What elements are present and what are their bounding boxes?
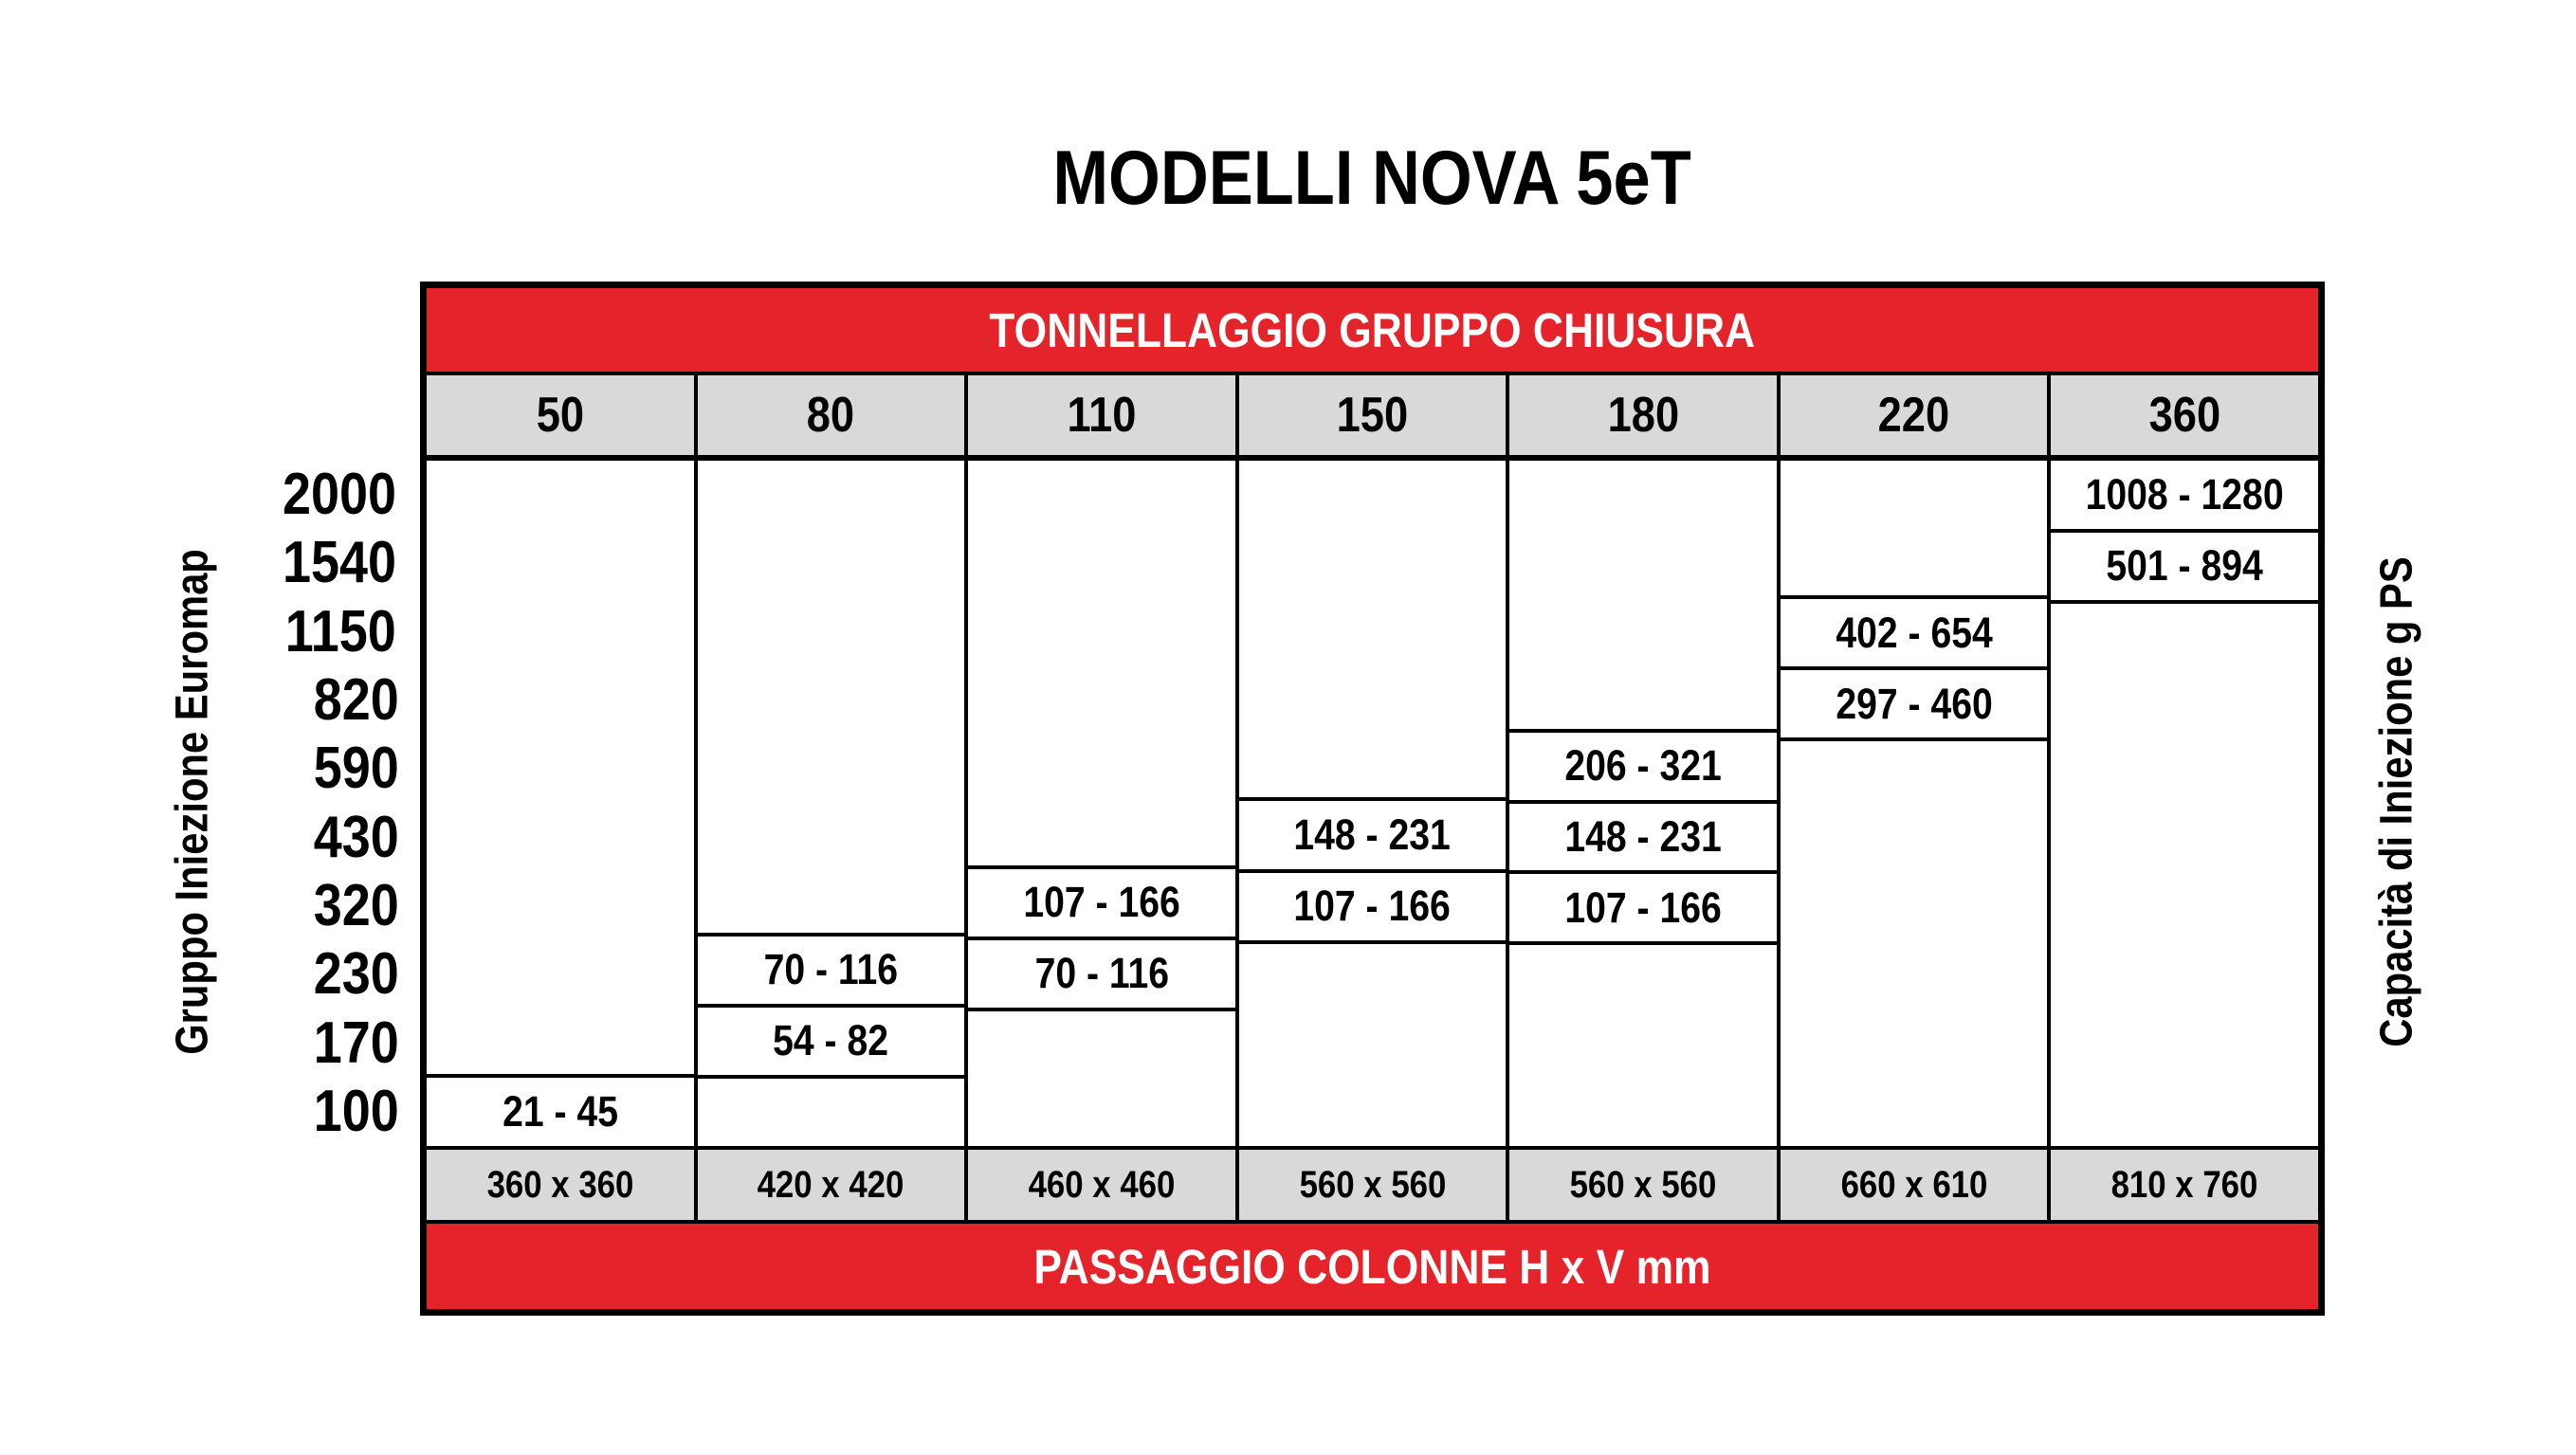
matrix-cell	[1509, 1012, 1777, 1080]
matrix-cell	[1509, 800, 1777, 871]
matrix-cell	[427, 597, 694, 665]
matrix-cell	[1509, 945, 1777, 1012]
matrix-cell	[698, 663, 965, 730]
matrix-cell	[698, 865, 965, 933]
matrix-cell	[698, 1004, 965, 1079]
matrix-cell	[1781, 595, 2048, 666]
passaggio-cell-value: 420 x 420	[757, 1163, 904, 1206]
row-label-text: 820	[313, 667, 399, 734]
passaggio-row	[427, 1146, 2318, 1224]
matrix-cell	[698, 797, 965, 864]
row-label	[0, 529, 405, 597]
matrix-cell	[1781, 1079, 2048, 1146]
table-body	[427, 461, 2318, 1146]
passaggio-cell	[968, 1150, 1239, 1220]
matrix-cell-value: 54 - 82	[773, 1016, 889, 1065]
column-header	[1239, 375, 1510, 455]
matrix-cell	[1239, 797, 1507, 868]
matrix-cell	[1509, 729, 1777, 800]
spec-table	[420, 282, 2325, 1316]
matrix-cell	[2051, 672, 2318, 740]
column-header	[1509, 375, 1781, 455]
matrix-cell	[427, 1006, 694, 1074]
bottom-band	[427, 1224, 2318, 1309]
bottom-band-text: PASSAGGIO COLONNE H x V mm	[1033, 1239, 1711, 1294]
column-header	[2051, 375, 2318, 455]
matrix-cell	[2051, 1079, 2318, 1147]
matrix-cell-value: 107 - 166	[1564, 882, 1722, 932]
passaggio-cell	[1509, 1150, 1781, 1220]
matrix-cell-value: 297 - 460	[1835, 679, 1993, 728]
row-label-text: 1150	[285, 598, 397, 664]
passaggio-cell	[698, 1150, 969, 1220]
row-label-text: 590	[313, 736, 399, 802]
matrix-cell	[1781, 944, 2048, 1011]
matrix-cell	[968, 595, 1235, 663]
matrix-cell	[1239, 461, 1507, 528]
page-title	[420, 135, 2325, 223]
matrix-cell-value: 1008 - 1280	[2085, 469, 2284, 518]
matrix-cell	[427, 1074, 694, 1146]
matrix-cell	[2051, 529, 2318, 605]
row-label-text: 1540	[283, 530, 397, 596]
table-column	[2051, 461, 2318, 1146]
matrix-cell	[968, 730, 1235, 797]
matrix-cell	[2051, 604, 2318, 672]
row-label-text: 430	[313, 804, 399, 870]
passaggio-cell	[2051, 1150, 2318, 1220]
row-label	[0, 735, 405, 803]
top-band-text: TONNELLAGGIO GRUPPO CHIUSURA	[989, 302, 1756, 357]
column-header	[698, 375, 969, 455]
matrix-cell	[968, 461, 1235, 528]
matrix-cell-value: 21 - 45	[502, 1087, 618, 1137]
matrix-cell	[1509, 528, 1777, 595]
matrix-cell	[698, 1079, 965, 1146]
matrix-cell-value: 501 - 894	[2106, 541, 2263, 591]
row-label	[0, 461, 405, 529]
matrix-cell	[698, 595, 965, 663]
column-header-label: 110	[1067, 388, 1137, 443]
passaggio-cell	[1239, 1150, 1510, 1220]
matrix-cell	[427, 529, 694, 597]
column-header	[427, 375, 698, 455]
column-header	[968, 375, 1239, 455]
row-label	[0, 1078, 405, 1146]
top-band	[427, 288, 2318, 375]
row-label-text: 320	[313, 872, 399, 938]
matrix-cell-value: 107 - 166	[1293, 882, 1452, 931]
table-column	[698, 461, 969, 1146]
column-header-label: 80	[807, 388, 855, 443]
matrix-cell	[1781, 809, 2048, 876]
matrix-cell	[2051, 739, 2318, 808]
column-header-label: 50	[536, 388, 584, 443]
matrix-cell-value: 107 - 166	[1023, 878, 1180, 927]
matrix-cell	[698, 528, 965, 595]
matrix-cell	[1509, 594, 1777, 662]
column-header-label: 360	[2148, 388, 2221, 443]
table-column	[1781, 461, 2052, 1146]
matrix-cell	[1239, 944, 1507, 1011]
matrix-cell	[1509, 461, 1777, 528]
table-column	[1239, 461, 1510, 1146]
matrix-cell	[698, 933, 965, 1004]
matrix-cell	[427, 937, 694, 1006]
matrix-cell	[1239, 1079, 1507, 1146]
passaggio-cell-value: 810 x 760	[2110, 1163, 2258, 1206]
passaggio-cell-value: 360 x 360	[486, 1163, 634, 1206]
row-label	[0, 803, 405, 871]
matrix-cell	[1781, 877, 2048, 944]
passaggio-cell	[1781, 1150, 2052, 1220]
matrix-cell	[1239, 663, 1507, 730]
table-column	[968, 461, 1239, 1146]
passaggio-cell-value: 460 x 460	[1028, 1163, 1176, 1206]
matrix-cell	[698, 730, 965, 797]
row-label	[0, 666, 405, 735]
matrix-cell	[1239, 595, 1507, 663]
matrix-cell	[1781, 461, 2048, 528]
matrix-cell	[1509, 662, 1777, 729]
row-label-text: 230	[313, 941, 399, 1008]
matrix-cell	[2051, 461, 2318, 529]
row-label	[0, 1009, 405, 1077]
matrix-cell	[698, 461, 965, 528]
row-label-text: 2000	[283, 462, 397, 528]
row-label	[0, 598, 405, 666]
matrix-cell-value: 402 - 654	[1835, 608, 1993, 657]
matrix-cell	[1239, 528, 1507, 595]
matrix-cell	[427, 869, 694, 937]
matrix-cell	[1781, 528, 2048, 595]
row-label-text: 170	[313, 1009, 399, 1076]
matrix-cell	[1239, 1011, 1507, 1079]
row-label-text: 100	[313, 1078, 399, 1144]
passaggio-cell-value: 660 x 610	[1840, 1163, 1988, 1206]
matrix-cell	[427, 802, 694, 870]
row-label	[0, 872, 405, 940]
matrix-cell	[1781, 666, 2048, 741]
matrix-cell	[968, 1079, 1235, 1146]
row-labels	[0, 461, 405, 1146]
column-header-label: 220	[1877, 388, 1950, 443]
matrix-cell	[427, 734, 694, 802]
matrix-cell	[1509, 1079, 1777, 1146]
column-header-label: 180	[1607, 388, 1679, 443]
matrix-cell-value: 206 - 321	[1564, 741, 1722, 791]
matrix-cell	[1781, 741, 2048, 809]
matrix-cell	[968, 1011, 1235, 1079]
left-axis-label-text: Gruppo Iniezione Euromap	[167, 549, 218, 1055]
passaggio-cell-value: 560 x 560	[1299, 1163, 1446, 1206]
matrix-cell	[1781, 1011, 2048, 1079]
matrix-cell	[968, 797, 1235, 864]
matrix-cell-value: 70 - 116	[763, 945, 899, 994]
matrix-cell	[1509, 870, 1777, 945]
matrix-cell	[968, 865, 1235, 937]
table-column	[1509, 461, 1781, 1146]
right-axis-label-text: Capacità di Iniezione g PS	[2371, 556, 2422, 1047]
matrix-cell	[427, 665, 694, 734]
matrix-cell	[427, 461, 694, 529]
matrix-cell	[968, 937, 1235, 1011]
column-header-row	[427, 375, 2318, 461]
matrix-cell	[968, 528, 1235, 595]
matrix-cell	[2051, 1010, 2318, 1079]
matrix-cell	[968, 663, 1235, 730]
page-title-text: MODELLI NOVA 5eT	[1052, 136, 1692, 221]
matrix-cell	[2051, 875, 2318, 943]
matrix-cell	[1239, 869, 1507, 944]
column-header	[1781, 375, 2052, 455]
passaggio-cell-value: 560 x 560	[1569, 1163, 1717, 1206]
row-label	[0, 940, 405, 1009]
table-column	[427, 461, 698, 1146]
matrix-cell	[1239, 730, 1507, 797]
matrix-cell	[2051, 808, 2318, 876]
passaggio-cell	[427, 1150, 698, 1220]
column-header-label: 150	[1336, 388, 1409, 443]
matrix-cell-value: 148 - 231	[1293, 810, 1452, 860]
matrix-cell-value: 148 - 231	[1564, 811, 1722, 861]
matrix-cell-value: 70 - 116	[1034, 949, 1169, 998]
matrix-cell	[2051, 943, 2318, 1011]
